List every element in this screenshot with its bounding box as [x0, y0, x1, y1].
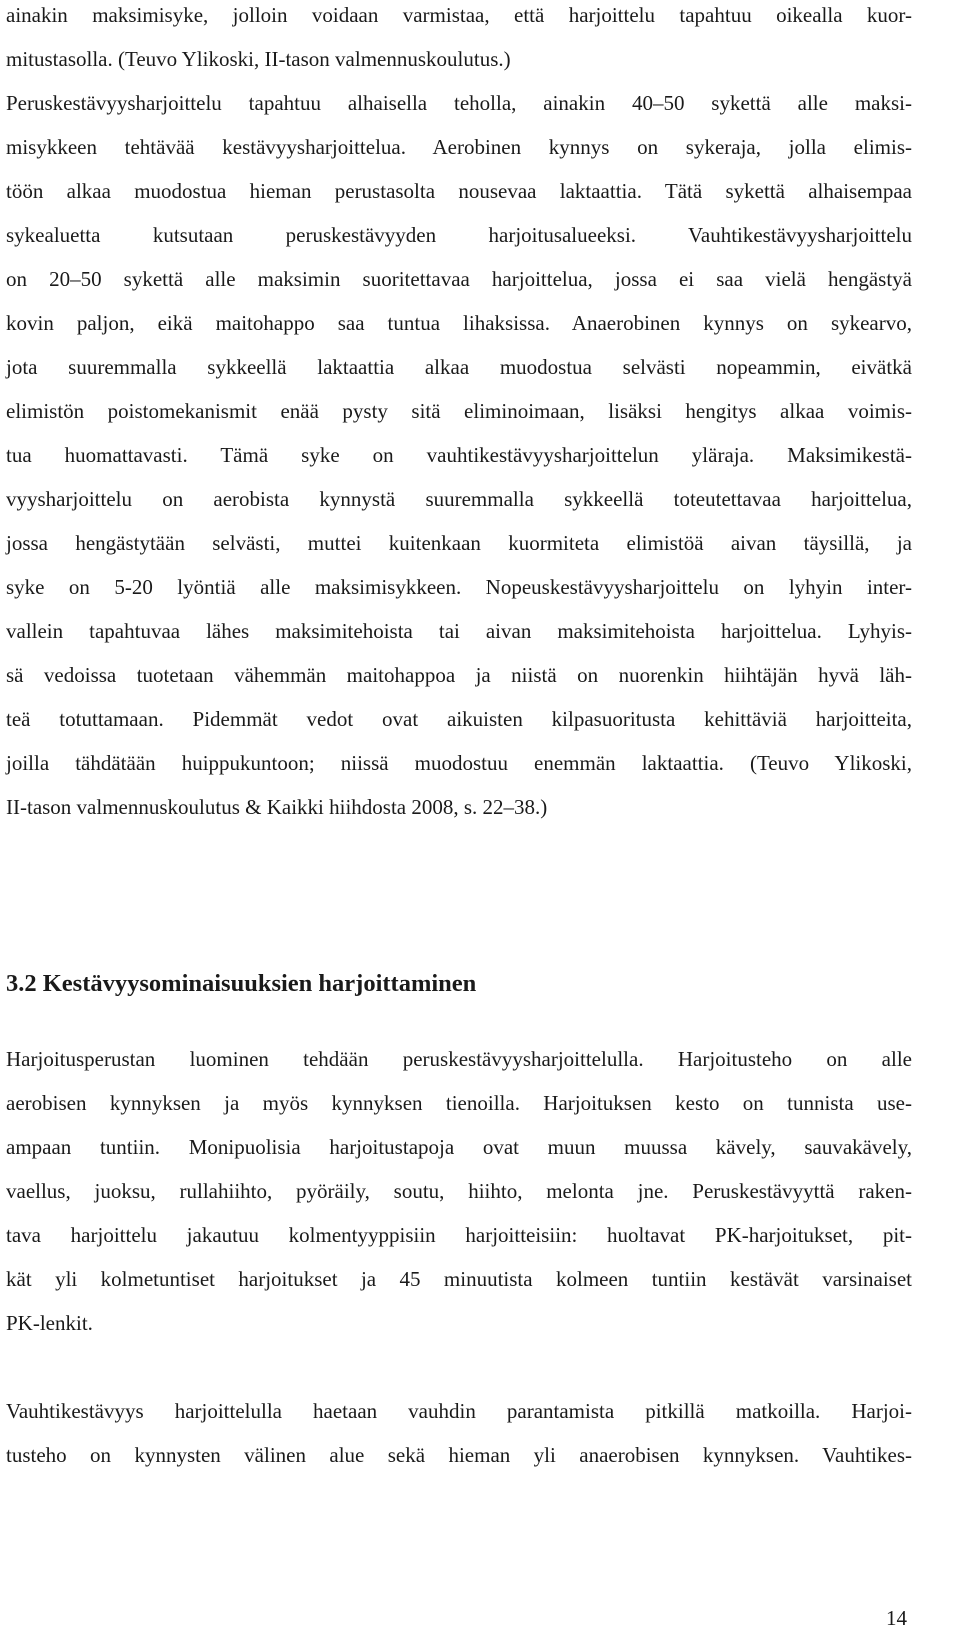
text-line: Peruskestävyysharjoittelu tapahtuu alhaisella teholla, ainakin 40–50 sykettä alle maksi- [6, 91, 912, 115]
text-line: PK-lenkit. [6, 1311, 93, 1335]
text-line: tava harjoittelu jakautuu kolmentyyppisiin harjoitteisiin: huoltavat PK-harjoitukset, pit- [6, 1223, 912, 1247]
text-line: sykealuetta kutsutaan peruskestävyyden harjoitusalueeksi. Vauhtikestävyysharjoittelu [6, 223, 912, 247]
text-line: vyysharjoittelu on aerobista kynnystä suuremmalla sykkeellä toteutettavaa harjoittelua, [6, 487, 912, 511]
text-line: on 20–50 sykettä alle maksimin suoritettavaa harjoittelua, jossa ei saa vielä hengästyä [6, 267, 912, 291]
text-line: sä vedoissa tuotetaan vähemmän maitohappoa ja niistä on nuorenkin hiihtäjän hyvä läh- [6, 663, 912, 687]
text-line: jota suuremmalla sykkeellä laktaattia alkaa muodostua selvästi nopeammin, eivätkä [6, 355, 912, 379]
text-line: tusteho on kynnysten välinen alue sekä hieman yli anaerobisen kynnyksen. Vauhtikes- [6, 1443, 912, 1467]
text-line: vallein tapahtuvaa lähes maksimitehoista tai aivan maksimitehoista harjoittelua. Lyhyis- [6, 619, 912, 643]
text-line: syke on 5-20 lyöntiä alle maksimisykkeen. Nopeuskestävyysharjoittelu on lyhyin inter- [6, 575, 912, 599]
text-line: misykkeen tehtävää kestävyysharjoittelua. Aerobinen kynnys on sykeraja, jolla elimis- [6, 135, 912, 159]
text-line: aerobisen kynnyksen ja myös kynnyksen tienoilla. Harjoituksen kesto on tunnista use- [6, 1091, 912, 1115]
text-line: teä totuttamaan. Pidemmät vedot ovat aikuisten kilpasuoritusta kehittäviä harjoitteita, [6, 707, 912, 731]
section-heading: 3.2 Kestävyysominaisuuksien harjoittaminen [6, 970, 477, 997]
text-line: mitustasolla. (Teuvo Ylikoski, II-tason valmennuskoulutus.) [6, 47, 511, 71]
text-line: ampaan tuntiin. Monipuolisia harjoitustapoja ovat muun muussa kävely, sauvakävely, [6, 1135, 912, 1159]
text-line: ainakin maksimisyke, jolloin voidaan varmistaa, että harjoittelu tapahtuu oikealla kuor- [6, 3, 912, 27]
text-line: tua huomattavasti. Tämä syke on vauhtikestävyysharjoittelun yläraja. Maksimikestä- [6, 443, 912, 467]
text-line: elimistön poistomekanismit enää pysty sitä eliminoimaan, lisäksi hengitys alkaa voimis- [6, 399, 912, 423]
page-number: 14 [886, 1606, 907, 1630]
text-line: töön alkaa muodostua hieman perustasolta nousevaa laktaattia. Tätä sykettä alhaisempaa [6, 179, 912, 203]
text-line: kät yli kolmetuntiset harjoitukset ja 45 minuutista kolmeen tuntiin kestävät varsinaiset [6, 1267, 912, 1291]
text-line: vaellus, juoksu, rullahiihto, pyöräily, soutu, hiihto, melonta jne. Peruskestävyyttä raken- [6, 1179, 912, 1203]
text-line: jossa hengästytään selvästi, muttei kuitenkaan kuormiteta elimistöä aivan täysillä, ja [6, 531, 912, 555]
text-line: kovin paljon, eikä maitohappo saa tuntua lihaksissa. Anaerobinen kynnys on sykearvo, [6, 311, 912, 335]
text-line: II-tason valmennuskoulutus & Kaikki hiihdosta 2008, s. 22–38.) [6, 795, 548, 819]
text-line: Harjoitusperustan luominen tehdään peruskestävyysharjoittelulla. Harjoitusteho on alle [6, 1047, 912, 1071]
text-line: Vauhtikestävyys harjoittelulla haetaan vauhdin parantamista pitkillä matkoilla. Harjoi- [6, 1399, 912, 1423]
text-line: joilla tähdätään huippukuntoon; niissä muodostuu enemmän laktaattia. (Teuvo Ylikoski, [6, 751, 912, 775]
